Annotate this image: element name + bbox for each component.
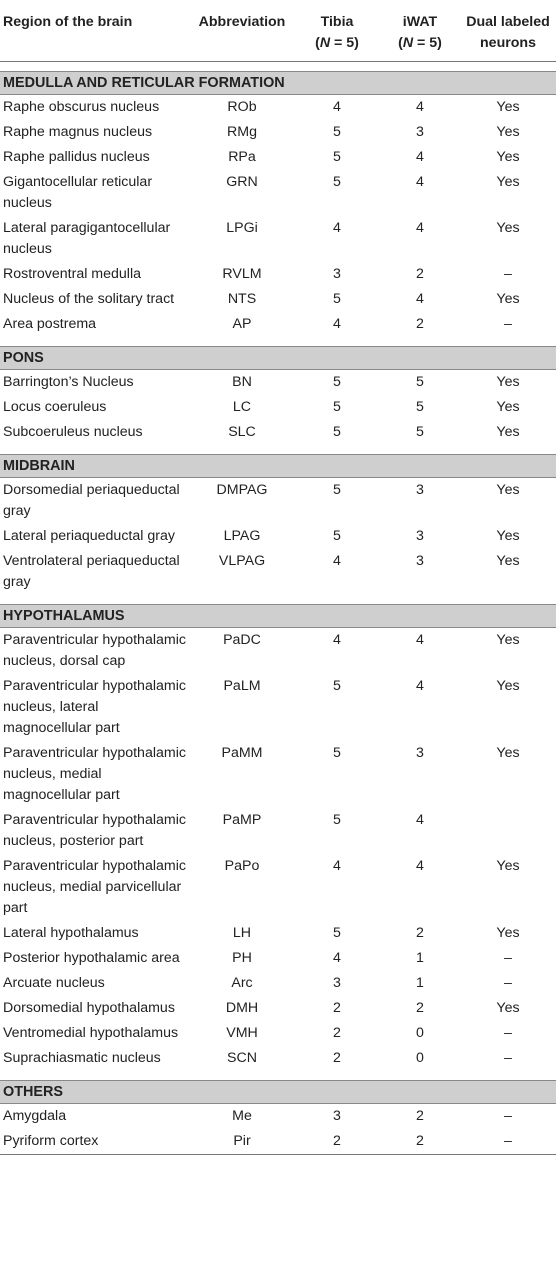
table-body — [0, 62, 556, 1155]
tibia-count-cell: 2 — [333, 1050, 341, 1066]
section-spacer — [0, 1071, 556, 1081]
table-row — [0, 996, 556, 1021]
dual-labeled-cell: Yes — [496, 1000, 520, 1016]
abbreviation-cell: RPa — [228, 149, 256, 165]
table-row — [0, 1129, 556, 1155]
table-row — [0, 854, 556, 921]
iwat-count-cell: 2 — [416, 266, 424, 282]
section-title: OTHERS — [0, 1081, 556, 1104]
abbreviation-cell: SCN — [227, 1050, 257, 1066]
abbreviation-cell: Pir — [233, 1133, 251, 1149]
table-row — [0, 741, 556, 808]
dual-labeled-cell: – — [504, 1108, 512, 1124]
table-row — [0, 1046, 556, 1071]
tibia-count-cell: 5 — [333, 482, 341, 498]
region-cell: Suprachiasmatic nucleus — [3, 1050, 161, 1066]
section-header-row — [0, 347, 556, 370]
iwat-count-cell: 4 — [416, 291, 424, 307]
table-row — [0, 120, 556, 145]
header-iwat-line2: (N = 5) — [398, 35, 442, 51]
table-row — [0, 549, 556, 595]
table-row — [0, 170, 556, 216]
dual-labeled-cell: Yes — [496, 482, 520, 498]
iwat-count-cell: 3 — [416, 482, 424, 498]
abbreviation-cell: Me — [232, 1108, 252, 1124]
iwat-count-cell: 2 — [416, 1000, 424, 1016]
abbreviation-cell: PaPo — [224, 858, 260, 874]
dual-labeled-cell: Yes — [496, 374, 520, 390]
region-cell: Raphe magnus nucleus — [3, 124, 153, 140]
abbreviation-cell: RVLM — [222, 266, 262, 282]
header-region: Region of the brain — [0, 0, 190, 62]
tibia-count-cell: 3 — [333, 975, 341, 991]
iwat-count-cell: 4 — [416, 812, 424, 828]
table-row — [0, 808, 556, 854]
region-cell: Amygdala — [3, 1108, 67, 1124]
abbreviation-cell: BN — [232, 374, 252, 390]
tibia-count-cell: 4 — [333, 220, 341, 236]
header-tibia-line1: Tibia — [320, 14, 354, 30]
abbreviation-cell: VLPAG — [218, 553, 266, 569]
section-title: MIDBRAIN — [0, 455, 556, 478]
iwat-count-cell: 4 — [416, 858, 424, 874]
abbreviation-cell: LPGi — [226, 220, 258, 236]
abbreviation-cell: LH — [232, 925, 252, 941]
dual-labeled-cell: – — [504, 266, 512, 282]
iwat-count-cell: 0 — [416, 1050, 424, 1066]
table-row — [0, 420, 556, 445]
iwat-count-cell: 2 — [416, 925, 424, 941]
table-row — [0, 524, 556, 549]
section-spacer-cell — [0, 445, 556, 455]
abbreviation-cell: PaMP — [222, 812, 262, 828]
header-iwat-line1: iWAT — [402, 14, 438, 30]
dual-labeled-cell: Yes — [496, 124, 520, 140]
tibia-count-cell: 5 — [333, 528, 341, 544]
region-cell: Barrington’s Nucleus — [3, 374, 134, 390]
region-cell: Posterior hypothalamic area — [3, 950, 180, 966]
iwat-count-cell: 3 — [416, 528, 424, 544]
abbreviation-cell: PaMM — [221, 745, 263, 761]
tibia-count-cell: 5 — [333, 174, 341, 190]
iwat-count-cell: 4 — [416, 220, 424, 236]
iwat-count-cell: 3 — [416, 553, 424, 569]
dual-labeled-cell: Yes — [496, 632, 520, 648]
section-spacer-cell — [0, 1071, 556, 1081]
iwat-count-cell: 3 — [416, 745, 424, 761]
abbreviation-cell: AP — [232, 316, 252, 332]
header-dual-line1: Dual labeled — [466, 14, 550, 30]
dual-labeled-cell: – — [504, 1050, 512, 1066]
table-row — [0, 95, 556, 121]
tibia-count-cell: 4 — [333, 858, 341, 874]
region-cell: Area postrema — [3, 316, 97, 332]
iwat-count-cell: 4 — [416, 678, 424, 694]
tibia-count-cell: 4 — [333, 632, 341, 648]
tibia-count-cell: 4 — [333, 316, 341, 332]
header-abbreviation: Abbreviation — [190, 0, 294, 62]
dual-labeled-cell: Yes — [496, 149, 520, 165]
region-cell: Lateral hypothalamus — [3, 925, 139, 941]
region-cell: Ventromedial hypothalamus — [3, 1025, 179, 1041]
dual-labeled-cell: Yes — [496, 553, 520, 569]
region-cell: Paraventricular hypothalamic nucleus, posterior part — [3, 812, 186, 849]
section-title: MEDULLA AND RETICULAR FORMATION — [0, 72, 556, 95]
dual-labeled-cell: – — [504, 950, 512, 966]
abbreviation-cell: LPAG — [223, 528, 261, 544]
iwat-count-cell: 4 — [416, 632, 424, 648]
section-header-row — [0, 1081, 556, 1104]
dual-labeled-cell: – — [504, 975, 512, 991]
section-spacer — [0, 337, 556, 347]
abbreviation-cell: DMH — [225, 1000, 259, 1016]
tibia-count-cell: 3 — [333, 1108, 341, 1124]
tibia-count-cell: 4 — [333, 553, 341, 569]
iwat-count-cell: 2 — [416, 1133, 424, 1149]
abbreviation-cell: PH — [232, 950, 252, 966]
region-cell: Nucleus of the solitary tract — [3, 291, 175, 307]
tibia-count-cell: 5 — [333, 149, 341, 165]
iwat-count-cell: 3 — [416, 124, 424, 140]
tibia-count-cell: 2 — [333, 1025, 341, 1041]
section-spacer-cell — [0, 337, 556, 347]
iwat-count-cell: 4 — [416, 174, 424, 190]
table-row — [0, 478, 556, 525]
region-cell: Raphe pallidus nucleus — [3, 149, 150, 165]
dual-labeled-cell: – — [504, 1025, 512, 1041]
section-spacer — [0, 595, 556, 605]
section-header-row — [0, 72, 556, 95]
region-cell: Arcuate nucleus — [3, 975, 105, 991]
header-dual-line2: neurons — [480, 35, 536, 51]
section-title: HYPOTHALAMUS — [0, 605, 556, 628]
table-row — [0, 312, 556, 337]
table-row — [0, 145, 556, 170]
dual-labeled-cell: Yes — [496, 925, 520, 941]
table-header — [0, 0, 556, 62]
region-cell: Subcoeruleus nucleus — [3, 424, 143, 440]
header-tibia-line2: (N = 5) — [315, 35, 359, 51]
table-row — [0, 1021, 556, 1046]
region-cell: Paraventricular hypothalamic nucleus, medial magnocellular part — [3, 745, 186, 803]
abbreviation-cell: VMH — [226, 1025, 258, 1041]
iwat-count-cell: 5 — [416, 374, 424, 390]
abbreviation-cell: DMPAG — [216, 482, 268, 498]
iwat-count-cell: 5 — [416, 399, 424, 415]
tibia-count-cell: 5 — [333, 678, 341, 694]
region-cell: Paraventricular hypothalamic nucleus, medial parvicellular part — [3, 858, 186, 916]
region-cell: Rostroventral medulla — [3, 266, 141, 282]
tibia-count-cell: 5 — [333, 925, 341, 941]
region-cell: Paraventricular hypothalamic nucleus, dorsal cap — [3, 632, 186, 669]
dual-labeled-cell: Yes — [496, 399, 520, 415]
table-row — [0, 287, 556, 312]
section-spacer — [0, 62, 556, 72]
section-header-row — [0, 455, 556, 478]
header-iwat — [380, 0, 460, 62]
region-cell: Lateral paragigantocellular nucleus — [3, 220, 171, 257]
iwat-count-cell: 4 — [416, 99, 424, 115]
table-row — [0, 395, 556, 420]
abbreviation-cell: Arc — [231, 975, 253, 991]
region-cell: Dorsomedial periaqueductal gray — [3, 482, 180, 519]
abbreviation-cell: SLC — [228, 424, 256, 440]
table-row — [0, 674, 556, 741]
abbreviation-cell: PaLM — [223, 678, 261, 694]
section-spacer-cell — [0, 62, 556, 72]
region-cell: Locus coeruleus — [3, 399, 107, 415]
abbreviation-cell: ROb — [227, 99, 257, 115]
dual-labeled-cell: Yes — [496, 678, 520, 694]
region-cell: Raphe obscurus nucleus — [3, 99, 160, 115]
tibia-count-cell: 5 — [333, 124, 341, 140]
dual-labeled-cell: – — [504, 1133, 512, 1149]
region-cell: Paraventricular hypothalamic nucleus, lateral magnocellular part — [3, 678, 186, 736]
iwat-count-cell: 4 — [416, 149, 424, 165]
table-row — [0, 971, 556, 996]
iwat-count-cell: 2 — [416, 316, 424, 332]
table-row — [0, 262, 556, 287]
region-cell: Gigantocellular reticular nucleus — [3, 174, 153, 211]
dual-labeled-cell: Yes — [496, 99, 520, 115]
tibia-count-cell: 4 — [333, 950, 341, 966]
section-header-row — [0, 605, 556, 628]
abbreviation-cell: RMg — [227, 124, 257, 140]
abbreviation-cell: GRN — [226, 174, 258, 190]
dual-labeled-cell: Yes — [496, 858, 520, 874]
tibia-count-cell: 3 — [333, 266, 341, 282]
section-spacer — [0, 445, 556, 455]
dual-labeled-cell: Yes — [496, 220, 520, 236]
tibia-count-cell: 2 — [333, 1000, 341, 1016]
tibia-count-cell: 5 — [333, 374, 341, 390]
dual-labeled-cell: Yes — [496, 424, 520, 440]
section-spacer-cell — [0, 595, 556, 605]
abbreviation-cell: PaDC — [223, 632, 261, 648]
dual-labeled-cell: Yes — [496, 745, 520, 761]
tibia-count-cell: 4 — [333, 99, 341, 115]
dual-labeled-cell: Yes — [496, 528, 520, 544]
iwat-count-cell: 0 — [416, 1025, 424, 1041]
abbreviation-cell: NTS — [227, 291, 257, 307]
table-row — [0, 1104, 556, 1130]
table-row — [0, 216, 556, 262]
section-title: PONS — [0, 347, 556, 370]
region-cell: Lateral periaqueductal gray — [3, 528, 175, 544]
iwat-count-cell: 5 — [416, 424, 424, 440]
region-cell: Pyriform cortex — [3, 1133, 99, 1149]
tibia-count-cell: 2 — [333, 1133, 341, 1149]
dual-labeled-cell — [460, 808, 556, 854]
table-row — [0, 628, 556, 675]
tibia-count-cell: 5 — [333, 424, 341, 440]
tibia-count-cell: 5 — [333, 812, 341, 828]
table-row — [0, 370, 556, 396]
tibia-count-cell: 5 — [333, 745, 341, 761]
dual-labeled-cell: Yes — [496, 174, 520, 190]
dual-labeled-cell: Yes — [496, 291, 520, 307]
region-cell: Dorsomedial hypothalamus — [3, 1000, 175, 1016]
header-tibia — [294, 0, 380, 62]
iwat-count-cell: 1 — [416, 950, 424, 966]
iwat-count-cell: 2 — [416, 1108, 424, 1124]
dual-labeled-cell: – — [504, 316, 512, 332]
table-row — [0, 946, 556, 971]
region-cell: Ventrolateral periaqueductal gray — [3, 553, 180, 590]
tibia-count-cell: 5 — [333, 399, 341, 415]
header-dual-labeled — [460, 0, 556, 62]
iwat-count-cell: 1 — [416, 975, 424, 991]
table-row — [0, 921, 556, 946]
tibia-count-cell: 5 — [333, 291, 341, 307]
abbreviation-cell: LC — [232, 399, 252, 415]
